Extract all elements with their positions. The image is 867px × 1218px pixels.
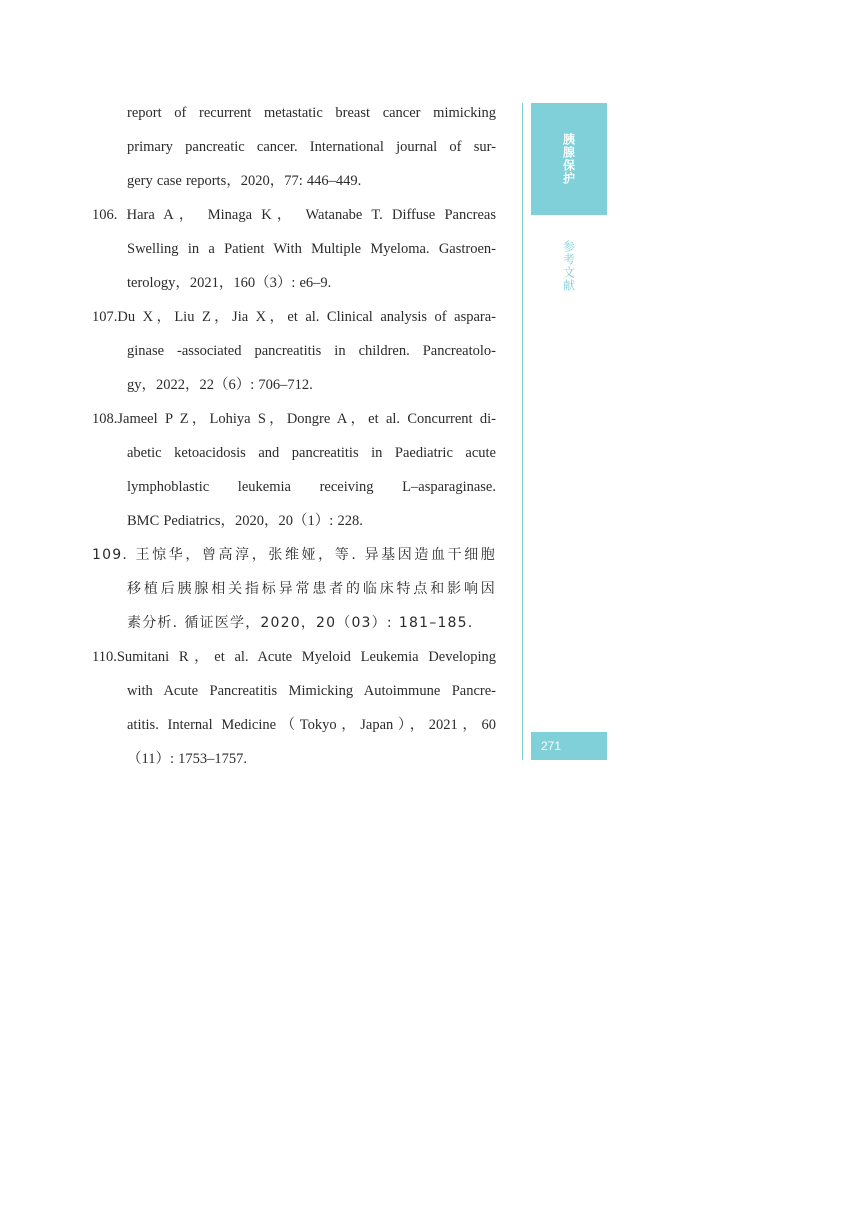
margin-divider [522, 103, 523, 760]
reference-line: atitis. Internal Medicine（Tokyo，Japan），2021，60 [127, 717, 496, 733]
reference-line: ginase -associated pancreatitis in children. Pancreatolo- [127, 343, 496, 359]
reference-list [92, 96, 496, 776]
reference-line: 移植后胰腺相关指标异常患者的临床特点和影响因 [127, 581, 496, 597]
section-tab-label: 胰腺保护 [561, 133, 576, 185]
subsection-tab-label: 参考文献 [561, 240, 576, 292]
reference-item [92, 640, 496, 776]
reference-line: abetic ketoacidosis and pancreatitis in Paediatric acute [127, 445, 496, 461]
reference-item [92, 198, 496, 300]
section-tab [531, 103, 607, 215]
reference-line: BMC Pediatrics，2020，20（1）: 228. [127, 513, 363, 529]
reference-item [92, 96, 496, 198]
reference-line: （11）: 1753–1757. [127, 751, 247, 767]
reference-line: 107.Du X，Liu Z，Jia X，et al. Clinical analysis of aspara- [92, 309, 496, 325]
reference-line: 108.Jameel P Z，Lohiya S，Dongre A，et al. Concurrent di- [92, 411, 496, 427]
reference-line: Swelling in a Patient With Multiple Myeloma. Gastroen- [127, 241, 496, 257]
reference-line: with Acute Pancreatitis Mimicking Autoimmune Pancre- [127, 683, 496, 699]
reference-line: 109. 王惊华，曾高淳，张维娅，等. 异基因造血干细胞 [92, 547, 496, 563]
page-number: 271 [531, 732, 607, 760]
reference-item [92, 402, 496, 538]
reference-line: 素分析. 循证医学，2020，20（03）: 181–185. [127, 615, 474, 631]
reference-line: gery case reports，2020，77: 446–449. [127, 173, 362, 189]
reference-line: 106. Hara A， Minaga K， Watanabe T. Diffuse Pancreas [92, 207, 496, 223]
reference-item [92, 538, 496, 640]
reference-line: gy，2022，22（6）: 706–712. [127, 377, 313, 393]
reference-line: report of recurrent metastatic breast cancer mimicking [127, 105, 496, 121]
reference-line: primary pancreatic cancer. International journal of sur- [127, 139, 496, 155]
reference-line: terology，2021，160（3）: e6–9. [127, 275, 332, 291]
reference-line: lymphoblastic leukemia receiving L–asparaginase. [127, 479, 496, 495]
reference-item [92, 300, 496, 402]
reference-line: 110.Sumitani R，et al. Acute Myeloid Leukemia Developing [92, 649, 496, 665]
subsection-tab [531, 240, 607, 310]
